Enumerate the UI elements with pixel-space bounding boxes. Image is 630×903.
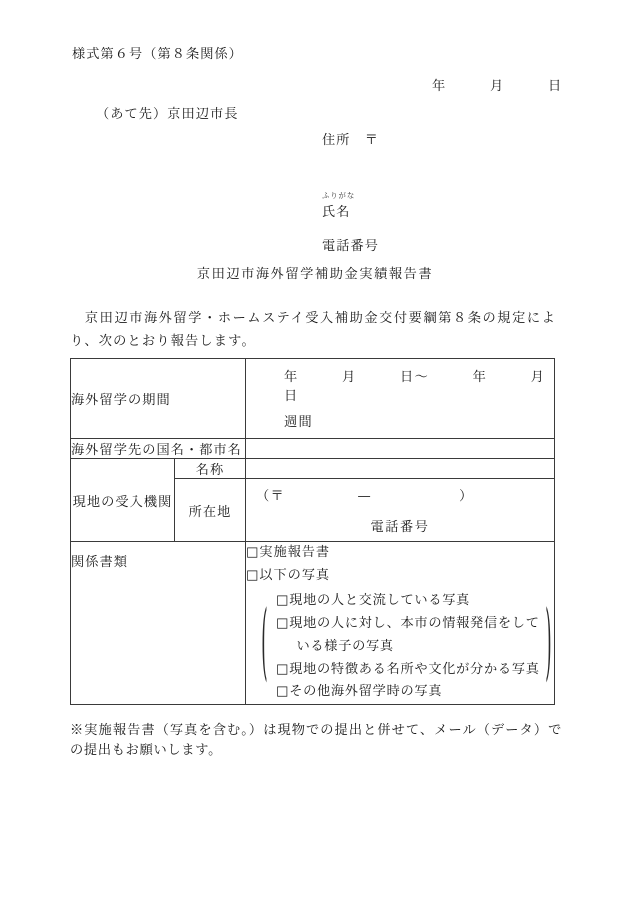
address-field-label: 住所 〒 (322, 133, 379, 148)
period-date-range: 年 月 日〜 年 月 日 (284, 370, 589, 404)
phone-field-label: 電話番号 (322, 239, 379, 254)
date-line: 年 月 日 (432, 79, 563, 94)
brace-left-icon: ( (261, 599, 269, 696)
checkbox-item-photo-landmark[interactable] (276, 659, 540, 682)
checkbox-item-photo-pr[interactable] (276, 613, 540, 636)
checkbox-item-photos[interactable] (246, 565, 554, 588)
name-field-label: 氏名 (322, 205, 351, 220)
table-row-period (71, 359, 555, 439)
page-title: 京田辺市海外留学補助金実績報告書 (196, 267, 434, 282)
checkbox-label: 現地の人と交流している写真 (289, 593, 471, 609)
host-label: 現地の受入機関 (71, 459, 175, 542)
footer-note: ※実施報告書（写真を含む。）は現物での提出と併せて、メール（データ）での提出もお願いします。 (70, 723, 562, 758)
table-row-host-name (71, 459, 555, 479)
checkbox-label: 現地の特徴ある名所や文化が分かる写真 (289, 661, 540, 677)
destination-value-cell[interactable] (246, 439, 555, 459)
host-location-label: 所在地 (175, 479, 246, 542)
host-name-value-cell[interactable] (246, 459, 555, 479)
checkbox-item-report[interactable] (246, 542, 554, 565)
furigana-ruby-label: ふりがな (322, 191, 356, 200)
table-row-destination (71, 439, 555, 459)
checkbox-icon[interactable]: □ (276, 593, 290, 609)
checkbox-label: 実施報告書 (259, 545, 330, 560)
checkbox-icon[interactable]: □ (276, 684, 290, 700)
checkbox-label: 以下の写真 (259, 567, 330, 583)
form-table (70, 358, 589, 705)
host-tel-label: 電話番号 (370, 520, 430, 535)
checkbox-icon[interactable]: □ (276, 616, 290, 632)
brace-right-icon: ) (545, 599, 553, 696)
photo-checklist-group (260, 590, 554, 704)
body-text: 京田辺市海外留学・ホームステイ受入補助金交付要綱第８条の規定により、次のとおり報告します。 (70, 311, 556, 349)
host-name-label: 名称 (175, 459, 246, 479)
form-number-label: 様式第６号（第８条関係） (72, 47, 243, 62)
destination-label: 海外留学先の国名・都市名 (71, 439, 246, 459)
checkbox-icon[interactable]: □ (246, 567, 260, 583)
addressee-label: （あて先）京田辺市長 (96, 107, 239, 122)
body-paragraph (70, 308, 556, 353)
checkbox-label: その他海外留学時の写真 (289, 684, 443, 700)
checkbox-item-photo-other[interactable] (276, 681, 536, 704)
host-zip-line: （〒 — ） (256, 489, 474, 504)
documents-value-cell (246, 542, 555, 705)
checkbox-label: 現地の人に対し、本市の情報発信をして (289, 616, 540, 632)
period-weeks: 週間 (284, 415, 314, 430)
checkbox-item-photo-exchange[interactable] (276, 590, 536, 613)
documents-label: 関係書類 (71, 542, 246, 705)
period-label: 海外留学の期間 (71, 359, 246, 439)
table-row-documents (71, 542, 555, 705)
host-location-value-cell[interactable] (246, 479, 555, 542)
checkbox-label-continuation: いる様子の写真 (296, 638, 394, 654)
checkbox-icon[interactable]: □ (276, 661, 290, 677)
period-value-cell[interactable] (246, 359, 589, 439)
checkbox-icon[interactable]: □ (246, 545, 260, 560)
